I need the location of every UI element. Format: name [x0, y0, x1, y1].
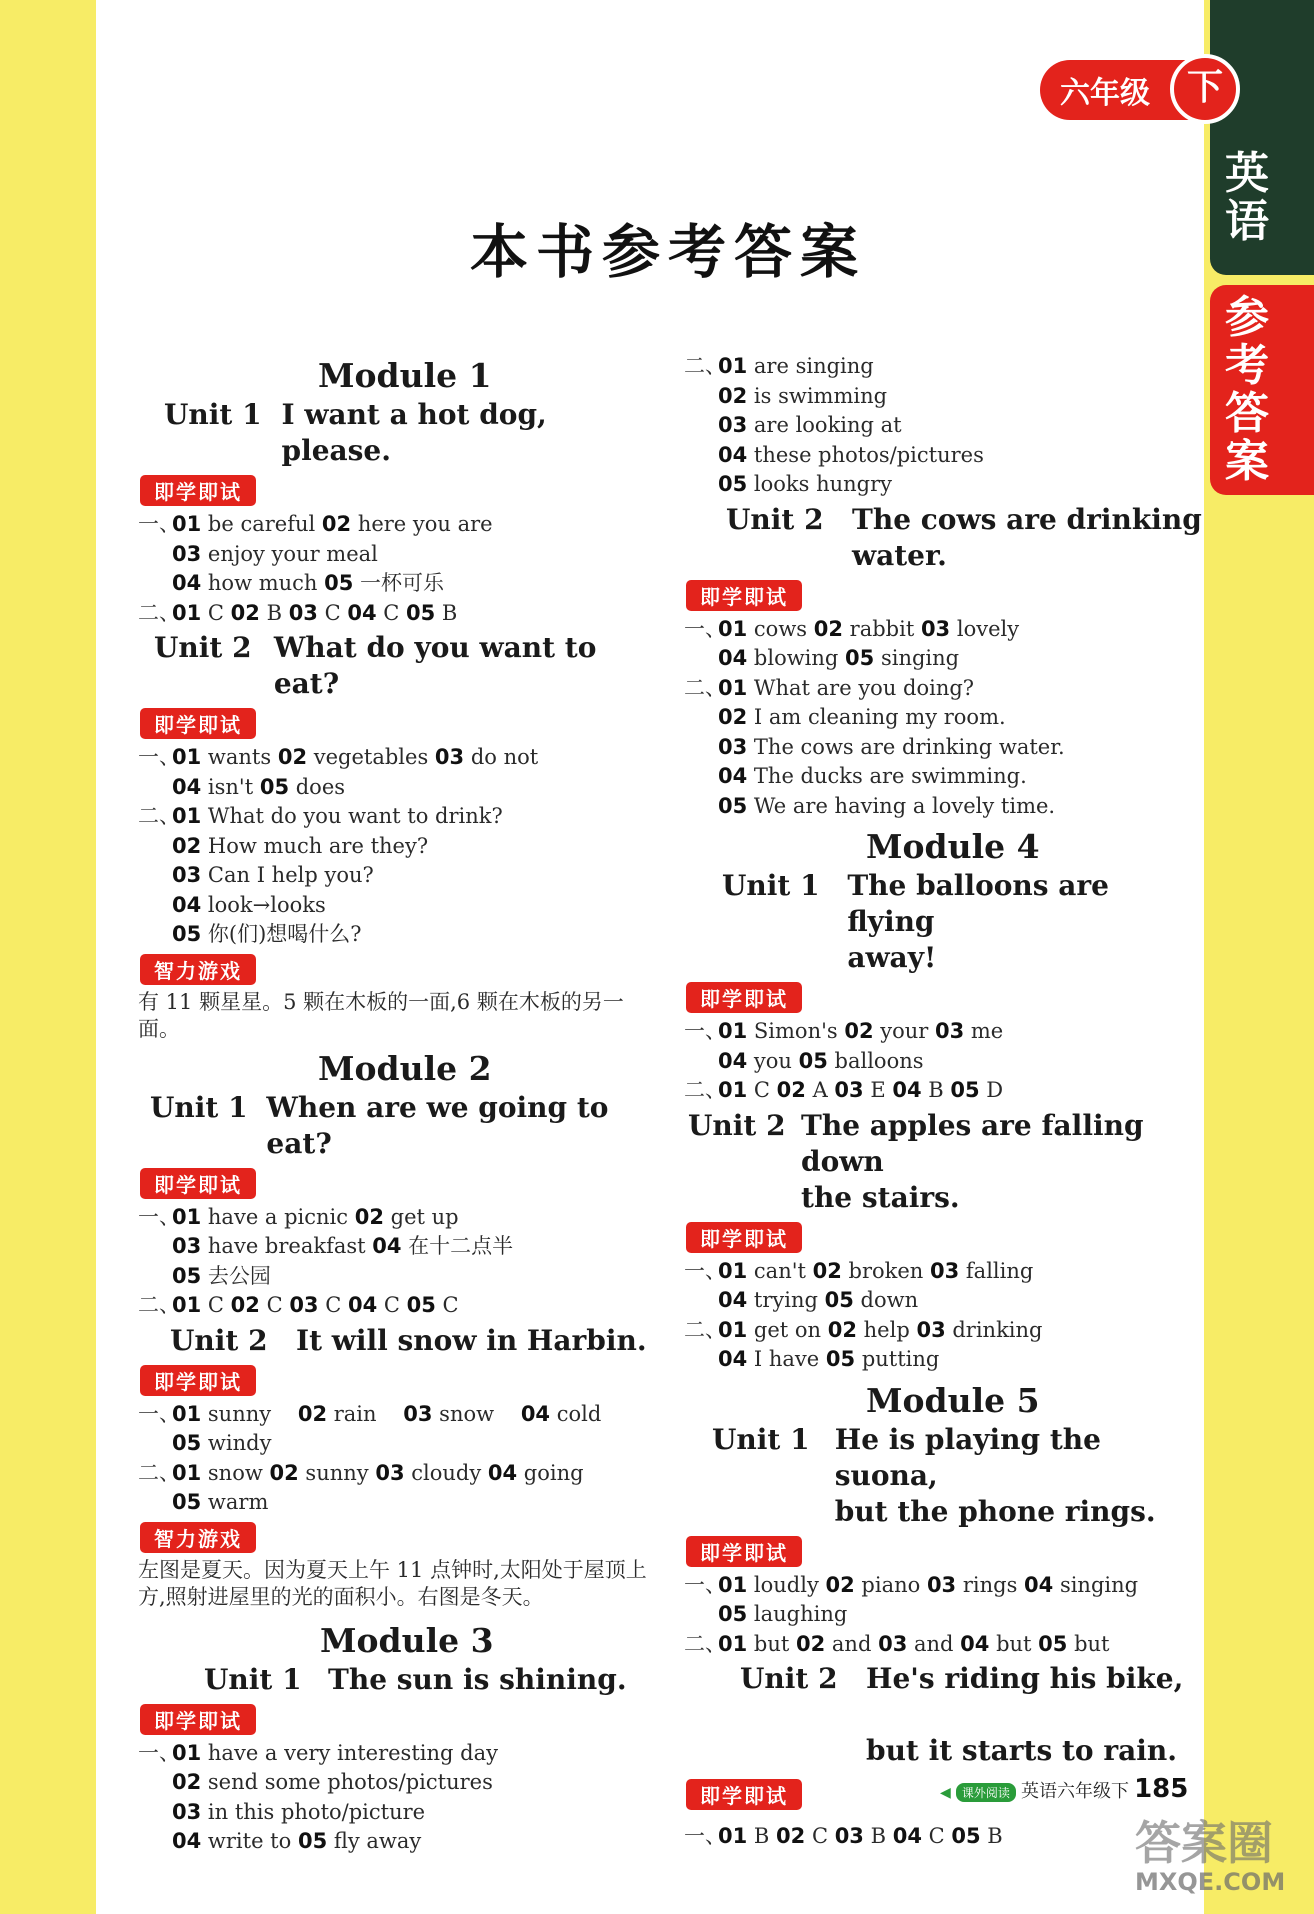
- answer-line: 04 you 05 balloons: [718, 1048, 924, 1073]
- answer-line: 一、01 have a very interesting day: [138, 1740, 498, 1765]
- answer-line: 二、01 snow 02 sunny 03 cloudy 04 going: [138, 1460, 584, 1485]
- answer-line: 03 are looking at: [718, 413, 902, 437]
- term-circle: 下: [1170, 54, 1240, 124]
- answer-line: 一、01 B 02 C 03 B 04 C 05 B: [684, 1824, 1003, 1848]
- answer-line: 一、01 wants 02 vegetables 03 do not: [138, 745, 539, 769]
- answer-line: 03 have breakfast 04 在十二点半: [172, 1234, 514, 1258]
- answer-line: 一、01 have a picnic 02 get up: [138, 1204, 459, 1229]
- module-heading: Module 5: [866, 1380, 1040, 1420]
- answer-line: 04 how much 05 一杯可乐: [172, 571, 445, 595]
- answer-line: 一、01 loudly 02 piano 03 rings 04 singing: [684, 1572, 1139, 1597]
- subject-label: 英语: [1225, 148, 1269, 247]
- footer-term: 下: [1110, 1781, 1129, 1802]
- answer-line: 一、01 Simon's 02 your 03 me: [684, 1019, 1004, 1043]
- unit-number: Unit 1: [150, 1090, 248, 1124]
- answer-line: 二、01 What are you doing?: [684, 675, 975, 700]
- answer-line: 04 isn't 05 does: [172, 774, 346, 799]
- answer-line: 03 in this photo/picture: [172, 1799, 426, 1824]
- unit-heading: [684, 502, 1204, 574]
- watermark-url: MXQE.COM: [1135, 1868, 1286, 1896]
- unit-number: Unit 1: [722, 869, 820, 902]
- unit-heading: [684, 1422, 1204, 1530]
- game-answer: 有 11 颗星星。5 颗在木板的一面,6 颗在木板的另一面。: [138, 989, 624, 1041]
- practice-badge: 即学即试: [686, 580, 802, 611]
- answer-line: 一、01 sunny 02 rain 03 snow 04 cold: [138, 1401, 602, 1426]
- answer-line: 二、01 but 02 and 03 and 04 but 05 but: [684, 1631, 1110, 1656]
- answer-line: 05 你(们)想喝什么?: [172, 922, 362, 946]
- answer-line: 一、01 cows 02 rabbit 03 lovely: [684, 616, 1020, 641]
- module-heading: Module 1: [318, 356, 492, 395]
- footer-book-title: 英语六年级: [1020, 1781, 1111, 1802]
- unit-title: He is playing the suona, but the phone rings.: [834, 1422, 1156, 1528]
- series-logo: 课外阅读: [956, 1783, 1016, 1802]
- left-yellow-strip: [0, 0, 96, 1914]
- unit-heading: [138, 630, 658, 702]
- unit-number: Unit 2: [740, 1662, 838, 1695]
- answer-line: 02 is swimming: [718, 383, 888, 408]
- answer-line: 04 trying 05 down: [718, 1288, 919, 1312]
- watermark-logo: 答案圈: [1135, 1816, 1273, 1870]
- practice-badge: 即学即试: [140, 475, 256, 506]
- unit-number: Unit 2: [726, 502, 824, 536]
- answer-line: 二、01 are singing: [684, 354, 874, 378]
- unit-heading: [138, 1662, 658, 1698]
- answer-line: 03 enjoy your meal: [172, 541, 378, 566]
- practice-badge: 即学即试: [686, 1536, 802, 1567]
- unit-heading: [138, 1323, 658, 1359]
- answer-line: 二、01 get on 02 help 03 drinking: [684, 1317, 1043, 1342]
- answer-line: 02 How much are they?: [172, 833, 429, 858]
- answer-line: 二、01 C 02 C 03 C 04 C 05 C: [138, 1293, 459, 1317]
- answer-line: 04 I have 05 putting: [718, 1347, 940, 1371]
- unit-heading: [138, 1090, 658, 1162]
- game-badge: 智力游戏: [140, 1522, 256, 1553]
- page-title: 本书参考答案: [470, 218, 867, 286]
- practice-badge: 即学即试: [686, 1779, 802, 1810]
- game-badge: 智力游戏: [140, 954, 256, 985]
- unit-number: Unit 2: [170, 1323, 268, 1357]
- unit-title: It will snow in Harbin.: [296, 1323, 647, 1357]
- unit-number: Unit 1: [164, 398, 262, 431]
- practice-badge: 即学即试: [140, 1168, 256, 1199]
- answer-line: 05 We are having a lovely time.: [718, 793, 1056, 818]
- answer-line: 二、01 C 02 B 03 C 04 C 05 B: [138, 600, 458, 625]
- answer-line: 03 Can I help you?: [172, 863, 374, 887]
- unit-heading: [684, 868, 1204, 976]
- unit-title: The balloons are flying away!: [847, 869, 1109, 974]
- unit-title: What do you want to eat?: [273, 631, 607, 700]
- unit-title: The cows are drinking water.: [852, 502, 1202, 572]
- practice-badge: 即学即试: [140, 1365, 256, 1396]
- unit-heading: [684, 1108, 1204, 1216]
- unit-heading: [684, 1661, 1204, 1769]
- answer-line: 一、01 can't 02 broken 03 falling: [684, 1258, 1034, 1283]
- unit-title: The apples are falling down the stairs.: [801, 1108, 1144, 1214]
- unit-title: When are we going to eat?: [266, 1090, 619, 1160]
- answers-label: 参考答案: [1225, 292, 1269, 487]
- answer-line: 05 looks hungry: [718, 472, 893, 496]
- answer-line: 04 look→looks: [172, 892, 326, 917]
- practice-badge: 即学即试: [686, 982, 802, 1013]
- answer-line: 04 these photos/pictures: [718, 442, 984, 467]
- answer-line: 05 windy: [172, 1431, 272, 1455]
- answer-line: 05 warm: [172, 1490, 269, 1514]
- watermark: [1135, 1818, 1285, 1896]
- unit-number: Unit 2: [154, 631, 252, 664]
- practice-badge: 即学即试: [140, 1704, 256, 1735]
- answer-line: 02 I am cleaning my room.: [718, 705, 1006, 729]
- unit-number: Unit 2: [688, 1108, 786, 1142]
- unit-heading: [138, 397, 658, 469]
- answer-line: 二、01 What do you want to drink?: [138, 804, 503, 828]
- arrow-left-icon: ◀: [940, 1785, 951, 1801]
- unit-title: He's riding his bike, but it starts to rain.: [866, 1662, 1184, 1767]
- module-heading: Module 2: [318, 1048, 492, 1088]
- unit-title: The sun is shining.: [328, 1662, 627, 1696]
- answer-line: 04 blowing 05 singing: [718, 646, 960, 670]
- answer-line: 05 laughing: [718, 1602, 848, 1626]
- practice-badge: 即学即试: [140, 708, 256, 739]
- answer-line: 05 去公园: [172, 1263, 271, 1288]
- answer-line: 03 The cows are drinking water.: [718, 734, 1065, 759]
- practice-badge: 即学即试: [686, 1222, 802, 1253]
- grade-label: 六年级: [1060, 76, 1150, 111]
- answer-line: 04 write to 05 fly away: [172, 1829, 422, 1853]
- module-heading: Module 4: [866, 827, 1040, 866]
- answer-line: 二、01 C 02 A 03 E 04 B 05 D: [684, 1078, 1004, 1102]
- unit-number: Unit 1: [712, 1422, 810, 1456]
- answer-line: 04 The ducks are swimming.: [718, 764, 1027, 788]
- grade-pill: [1040, 60, 1230, 120]
- right-column: [684, 352, 1204, 1852]
- page-footer: [940, 1774, 1188, 1804]
- page-number: 185: [1134, 1774, 1189, 1804]
- left-column: [138, 350, 658, 1857]
- game-answer: 左图是夏天。因为夏天上午 11 点钟时,太阳处于屋顶上方,照射进屋里的光的面积小。右图是冬天。: [138, 1557, 647, 1609]
- module-heading: Module 3: [320, 1620, 494, 1660]
- unit-title: I want a hot dog, please.: [281, 398, 557, 467]
- answer-line: 一、01 be careful 02 here you are: [138, 512, 493, 536]
- unit-number: Unit 1: [204, 1662, 302, 1696]
- answer-line: 02 send some photos/pictures: [172, 1770, 493, 1794]
